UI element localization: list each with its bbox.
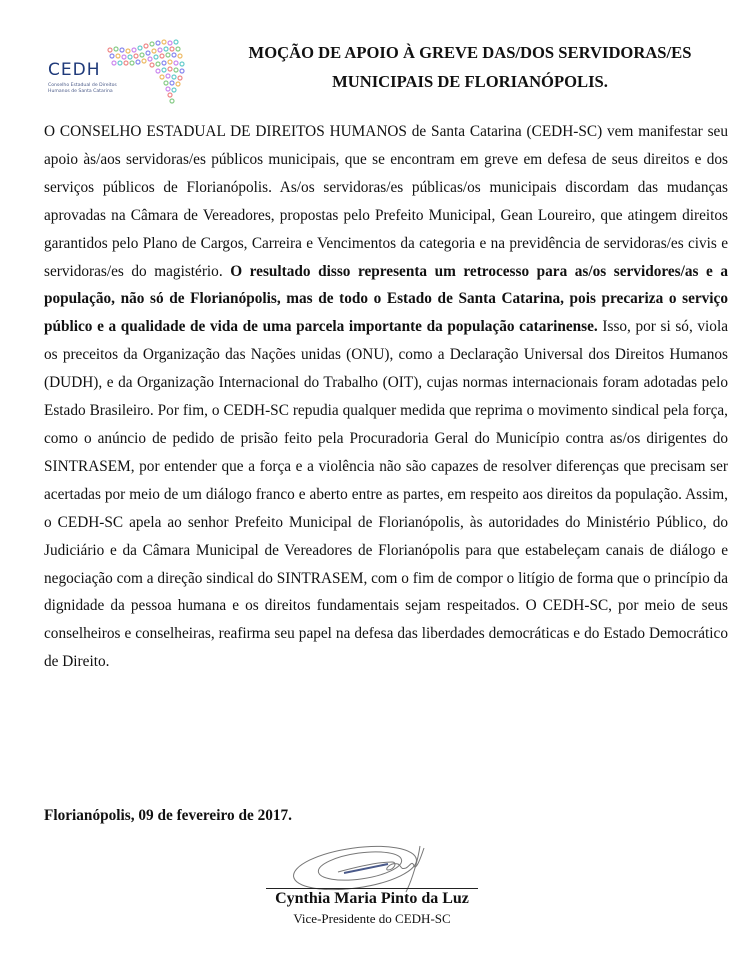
body-part3: Isso, por si só, viola os preceitos da Organização das Nações unidas (ONU), como a Declaração Universal dos Direitos Humanos (DUDH), e da Organização Internacional do Trabalho (OIT), cujas normas internacionais foram adotadas pelo Estado Brasileiro. Por fim, o CEDH-SC repudia qualquer medida que reprima o movimento sindical pela força, como o anúncio de pedido de prisão feito pela Procuradoria Geral do Município contra as/os dirigentes do SINTRASEM, por entender que a força e a violência não são capazes de resolver diferenças que precisam ser acertadas por meio de um diálogo franco e aberto entre as partes, em respeito aos direitos da população. Assim, o CEDH-SC apela ao senhor Prefeito Municipal de Florianópolis, às autoridades do Ministério Público, do Judiciário e da Câmara Municipal de Vereadores de Florianópolis para que estabeleçam canais de diálogo e negociação com a direção sindical do SINTRASEM, com o fim de compor o litígio de forma que o princípio da dignidade da pessoa humana e os direitos fundamentais sejam respeitados. O CEDH-SC, por meio de seus conselheiros e conselheiras, reafirma seu papel na defesa das liberdades democráticas e do Estado Democrático de Direito. — [44, 318, 728, 671]
document-date: Florianópolis, 09 de fevereiro de 2017. — [44, 807, 292, 824]
title-line2: MUNICIPAIS DE FLORIANÓPOLIS. — [332, 72, 608, 91]
title-line1: MOÇÃO DE APOIO À GREVE DAS/DOS SERVIDORAS/ES — [248, 43, 692, 62]
signatory-role: Vice-Presidente do CEDH-SC — [293, 911, 451, 926]
logo-subtitle-line1: Conselho Estadual de Direitos — [48, 83, 117, 88]
body-part1: O CONSELHO ESTADUAL DE DIREITOS HUMANOS de Santa Catarina (CEDH-SC) vem manifestar seu apoio às/aos servidoras/es públicos municipais, que se encontram em greve em defesa de seus direitos e dos serviços públicos de Florianópolis. As/os servidoras/es públicas/os municipais discordam das mudanças aprovadas na Câmara de Vereadores, propostas pelo Prefeito Municipal, Gean Loureiro, que atingem direitos garantidos pelo Plano de Cargos, Carreira e Vencimentos da categoria e na previdência de servidoras/es civis e servidoras/es do magistério. — [44, 123, 728, 280]
logo-subtitle — [48, 83, 117, 95]
body-bold-statement: O resultado disso representa um retrocesso para as/os servidores/as e a população, não só de Florianópolis, mas de todo o Estado de Santa Catarina, pois precariza o serviço público e a qualidade de vida de uma parcela importante da população catarinense. — [44, 262, 729, 336]
logo-subtitle-line2: Humanos de Santa Catarina — [48, 89, 113, 94]
document-title — [200, 38, 740, 96]
logo-acronym: CEDH — [48, 60, 101, 80]
signature-line — [266, 888, 478, 889]
body-paragraph — [44, 118, 728, 676]
signatory-name: Cynthia Maria Pinto da Luz — [275, 890, 469, 907]
cedh-logo — [40, 30, 200, 105]
